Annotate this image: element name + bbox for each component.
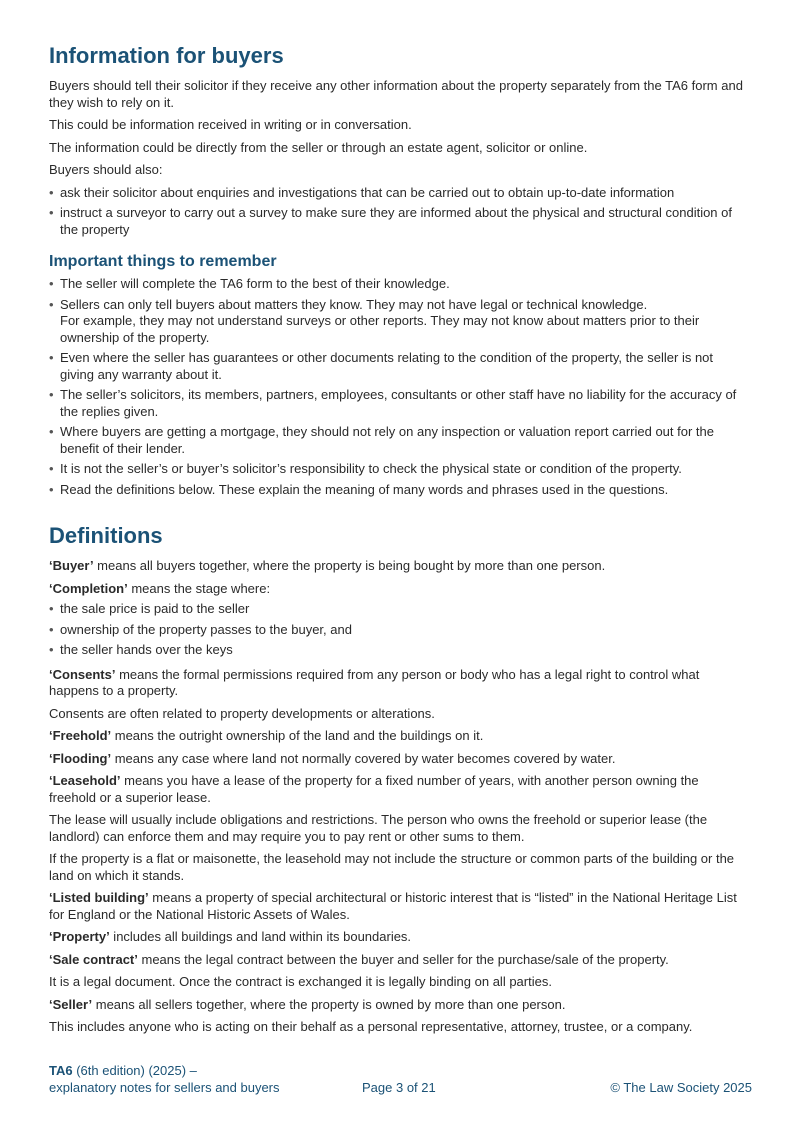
term-buyer: ‘Buyer’: [49, 558, 94, 573]
definition-text: means any case where land not normally covered by water becomes covered by water.: [111, 750, 616, 766]
definition-leasehold: [49, 773, 749, 806]
definition-text: includes all buildings and land within its boundaries.: [109, 929, 412, 944]
definition-consents: [49, 667, 749, 700]
term-property: ‘Property’: [49, 929, 110, 944]
sale-contract-note: It is a legal document. Once the contract is exchanged it is legally binding on all parties.: [49, 974, 552, 989]
definition-buyer: [49, 558, 749, 575]
info-bullet-list: [49, 185, 749, 239]
definition-text: means all buyers together, where the property is being bought by more than one person.: [93, 558, 606, 573]
definition-text: means the formal permissions required from any person or body who has a legal right to control what happens to a property.: [49, 666, 700, 698]
term-seller: ‘Seller’: [49, 996, 93, 1012]
term-consents: ‘Consents’: [49, 666, 116, 682]
term-freehold: ‘Freehold’: [49, 728, 112, 743]
seller-note: This includes anyone who is acting on their behalf as a personal representative, attorney, trustee, or a company.: [49, 1019, 693, 1034]
definition-text: means all sellers together, where the property is owned by more than one person.: [92, 996, 566, 1012]
list-item: • The seller will complete the TA6 form to the best of their knowledge.: [49, 276, 749, 293]
leasehold-note-1: The lease will usually include obligations and restrictions. The person who owns the freehold or superior lease (the landlord) can enforce them and may require you to pay rent or other sums to them.: [49, 812, 708, 844]
list-item: • instruct a surveyor to carry out a survey to make sure they are informed about the physical and structural condition of the property: [49, 205, 749, 238]
term-flooding: ‘Flooding’: [49, 750, 112, 766]
term-leasehold: ‘Leasehold’: [49, 773, 121, 788]
footer-subtitle: explanatory notes for sellers and buyers: [49, 1079, 280, 1095]
important-bullet-list: [49, 276, 749, 498]
info-paragraph-2: This could be information received in writing or in conversation.: [49, 117, 412, 132]
info-paragraph-4: Buyers should also:: [49, 162, 163, 177]
leasehold-note-2: If the property is a flat or maisonette, the leasehold may not include the structure or common parts of the building or the land on which it stands.: [49, 851, 735, 883]
footer-document-title: [49, 1063, 280, 1096]
info-heading: Information for buyers: [49, 43, 284, 68]
definition-text: means the outright ownership of the land and the buildings on it.: [111, 728, 484, 743]
info-paragraph-1: Buyers should tell their solicitor if they receive any other information about the property separately from the TA6 form and they wish to rely on it.: [49, 78, 743, 110]
list-item: [49, 297, 749, 347]
definitions-heading: Definitions: [49, 523, 163, 548]
bullet-text-continued: For example, they may not understand surveys or other reports. They may not know about matters prior to their ownership of the property.: [60, 313, 700, 345]
term-listed-building: ‘Listed building’: [49, 890, 149, 905]
copyright: © The Law Society 2025: [610, 1080, 752, 1095]
definition-property: [49, 929, 749, 946]
definition-text: means a property of special architectural or historic interest that is “listed” in the National Heritage List for England or the National Historic Assets of Wales.: [49, 890, 737, 922]
page-number: Page 3 of 21: [362, 1080, 436, 1095]
footer-edition: (6th edition) (2025) –: [72, 1063, 197, 1078]
list-item: • the seller hands over the keys: [49, 642, 749, 659]
definition-text: means you have a lease of the property for a fixed number of years, with another person owning the freehold or a superior lease.: [49, 773, 699, 805]
completion-bullet-list: [49, 601, 749, 659]
definition-flooding: [49, 751, 749, 768]
definition-text: means the legal contract between the buyer and seller for the purchase/sale of the property.: [137, 951, 669, 967]
definition-completion: [49, 581, 749, 598]
list-item: • Even where the seller has guarantees or other documents relating to the condition of the property, the seller is not giving any warranty about it.: [49, 350, 749, 383]
page-footer: [49, 1063, 752, 1097]
important-heading: Important things to remember: [49, 253, 277, 270]
list-item: • Where buyers are getting a mortgage, they should not rely on any inspection or valuation report carried out for the benefit of their lender.: [49, 424, 749, 457]
consents-note: Consents are often related to property developments or alterations.: [49, 705, 435, 721]
list-item: • Read the definitions below. These explain the meaning of many words and phrases used in the questions.: [49, 482, 749, 499]
bullet-text: Sellers can only tell buyers about matters they know. They may not have legal or technical knowledge.: [60, 296, 648, 312]
list-item: • The seller’s solicitors, its members, partners, employees, consultants or other staff have no liability for the accuracy of the replies given.: [49, 387, 749, 420]
list-item: • It is not the seller’s or buyer’s solicitor’s responsibility to check the physical state or condition of the property.: [49, 461, 749, 478]
term-sale-contract: ‘Sale contract’: [49, 951, 138, 967]
definition-seller: [49, 997, 749, 1014]
definition-listed-building: [49, 890, 749, 923]
definition-text: means the stage where:: [127, 580, 271, 596]
list-item: • ask their solicitor about enquiries and investigations that can be carried out to obtain up-to-date information: [49, 185, 749, 202]
info-paragraph-3: The information could be directly from the seller or through an estate agent, solicitor or online.: [49, 139, 588, 155]
list-item: • ownership of the property passes to the buyer, and: [49, 622, 749, 639]
term-completion: ‘Completion’: [49, 580, 128, 596]
footer-doc-code: TA6: [49, 1063, 73, 1078]
definition-freehold: [49, 728, 749, 745]
definition-sale-contract: [49, 952, 749, 969]
document-page: [49, 42, 749, 1042]
list-item: • the sale price is paid to the seller: [49, 601, 749, 618]
